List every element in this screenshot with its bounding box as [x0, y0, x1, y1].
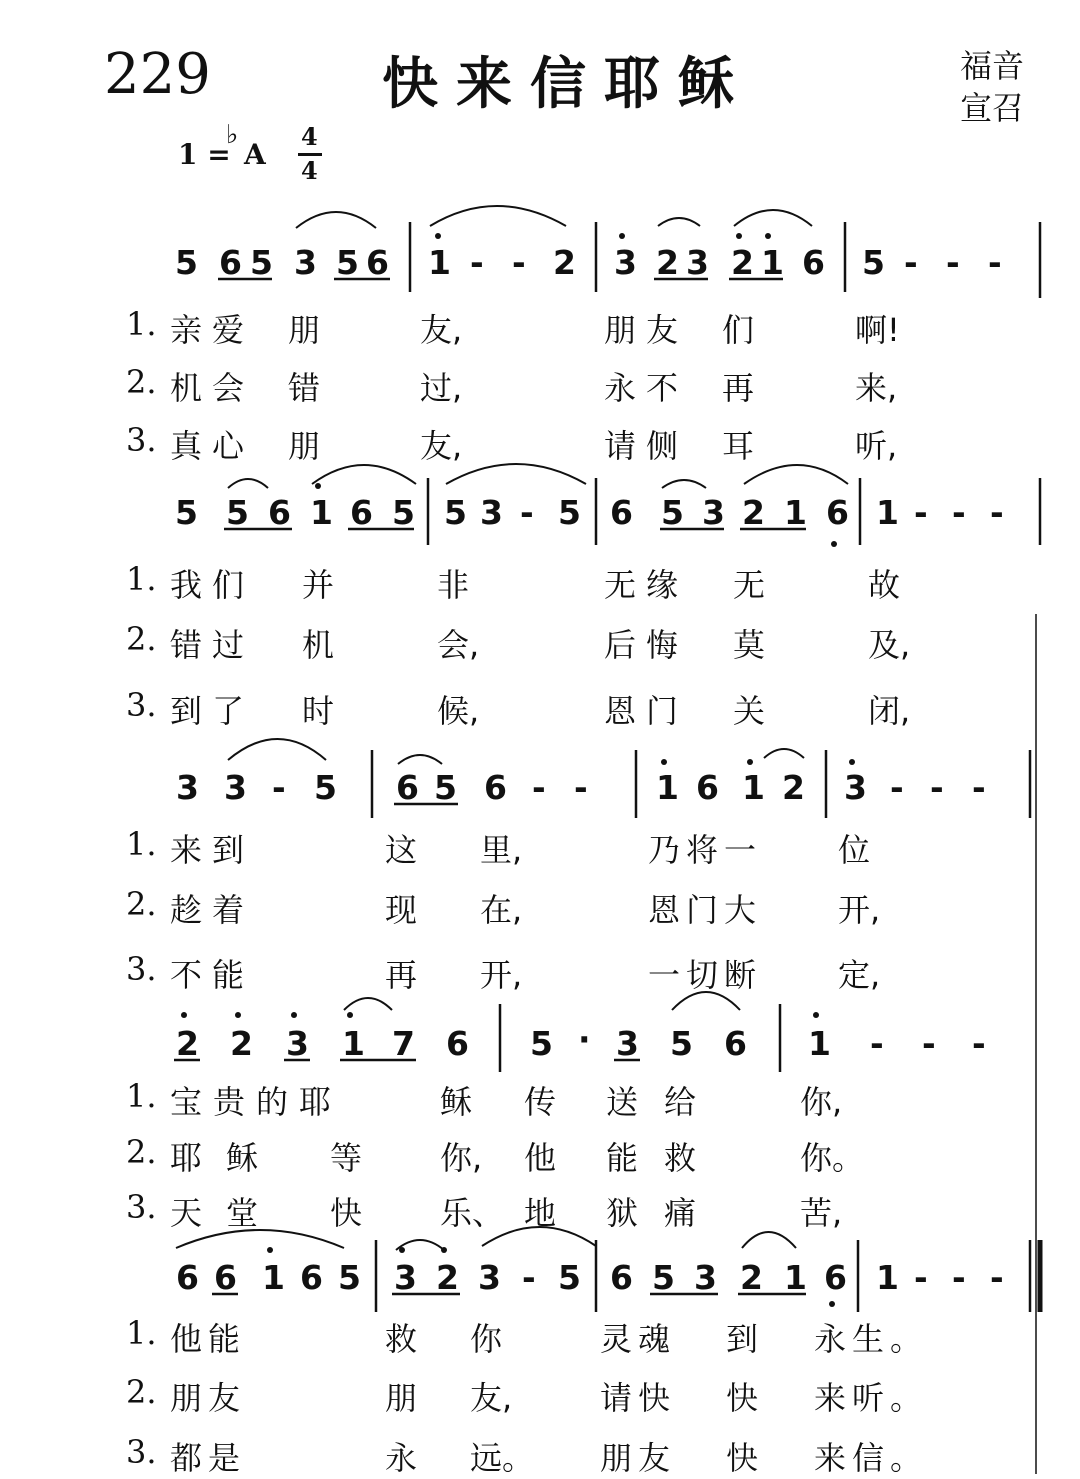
lyric: 来听。	[814, 1379, 929, 1417]
note: 1	[784, 493, 807, 532]
lyric: 趁着	[170, 891, 255, 929]
note: 2	[742, 493, 765, 532]
lyric: 朋友	[600, 1439, 677, 1477]
note: 6	[696, 768, 719, 807]
note: 5	[175, 493, 198, 532]
note: -	[972, 768, 986, 807]
lyric: 耶稣	[170, 1139, 283, 1177]
lyric: 非	[437, 566, 470, 604]
note: 2	[176, 1024, 199, 1063]
note: 1	[876, 493, 899, 532]
note: 5	[338, 1258, 361, 1297]
note: 5	[444, 493, 467, 532]
lyric: 定,	[838, 956, 881, 994]
lyric: 位	[838, 831, 871, 869]
lyric: 朋友	[170, 1379, 247, 1417]
lyric: 听,	[855, 427, 898, 465]
note: 3	[478, 1258, 501, 1297]
lyric: 他能	[170, 1320, 247, 1358]
note: 3	[286, 1024, 309, 1063]
note: -	[914, 493, 928, 532]
lyric: 朋	[385, 1379, 418, 1417]
lyric: 你,	[800, 1083, 843, 1121]
lyric: 候,	[437, 692, 480, 730]
lyric: 机会	[170, 369, 255, 407]
lyric: 到	[726, 1320, 759, 1358]
note: -	[922, 1024, 936, 1063]
lyric: 来,	[855, 369, 898, 407]
lyric: 狱	[606, 1194, 639, 1232]
bar-lines	[372, 222, 1040, 1474]
slurs	[176, 206, 848, 1250]
note: 1	[262, 1258, 285, 1297]
key-flat: ♭	[226, 120, 239, 150]
lyric: 我们	[170, 566, 255, 604]
note: 5	[530, 1024, 553, 1063]
note: -	[520, 493, 534, 532]
note: 6	[214, 1258, 237, 1297]
lyric: 永	[385, 1439, 418, 1477]
verse-number: 2.	[126, 363, 157, 401]
note: 1	[428, 243, 451, 282]
lyric: 友,	[420, 311, 463, 349]
note: -	[470, 243, 484, 282]
lyric: 朋	[288, 311, 321, 349]
lyric: 现	[385, 891, 418, 929]
lyric: 救	[664, 1139, 697, 1177]
note: 6	[219, 243, 242, 282]
lyric: 你,	[440, 1139, 483, 1177]
lyric: 到了	[170, 692, 255, 730]
note: 6	[396, 768, 419, 807]
lyric: 关	[733, 692, 766, 730]
lyric: 友,	[420, 427, 463, 465]
note: 5	[226, 493, 249, 532]
lyric: 来到	[170, 831, 255, 869]
verse-number: 1.	[126, 560, 157, 598]
lyric: 这	[385, 831, 418, 869]
note: -	[890, 768, 904, 807]
lyric: 友,	[470, 1379, 513, 1417]
note: 2	[230, 1024, 253, 1063]
note: 3	[616, 1024, 639, 1063]
note: 5	[652, 1258, 675, 1297]
lyric: 莫	[733, 626, 766, 664]
note: 6	[366, 243, 389, 282]
lyric: 无缘	[604, 566, 689, 604]
time-top: 4	[301, 122, 318, 151]
note: 5	[558, 493, 581, 532]
note: 5	[670, 1024, 693, 1063]
verse-number: 3.	[126, 421, 157, 459]
lyric: 灵魂	[600, 1320, 677, 1358]
note: 6	[610, 493, 633, 532]
note: 1	[808, 1024, 831, 1063]
lyric: 他	[524, 1139, 557, 1177]
note: 2	[731, 243, 754, 282]
lyric: 过,	[420, 369, 463, 407]
note: 3	[686, 243, 709, 282]
verse-number: 1.	[126, 1314, 157, 1352]
octave-dots	[181, 233, 855, 1307]
note: 1	[742, 768, 765, 807]
note: -	[522, 1258, 536, 1297]
lyric: 送	[606, 1083, 639, 1121]
note: 2	[656, 243, 679, 282]
lyric: 一切断	[648, 956, 763, 994]
lyric: 闭,	[868, 692, 911, 730]
note: 5	[862, 243, 885, 282]
note: 1	[310, 493, 333, 532]
lyric: 快	[726, 1379, 759, 1417]
lyric: 痛	[664, 1194, 697, 1232]
note: 1	[342, 1024, 365, 1063]
lyric: 朋	[288, 427, 321, 465]
note: 3	[480, 493, 503, 532]
lyric: 苦,	[800, 1194, 843, 1232]
verse-number: 2.	[126, 1373, 157, 1411]
verse-number: 3.	[126, 950, 157, 988]
lyric: 传	[524, 1083, 557, 1121]
note: -	[574, 768, 588, 807]
verse-number: 1.	[126, 825, 157, 863]
note: 6	[824, 1258, 847, 1297]
note: 5	[175, 243, 198, 282]
note: 1	[761, 243, 784, 282]
note: -	[988, 243, 1002, 282]
lyric: 乃将一	[648, 831, 763, 869]
lyric: 故	[868, 566, 901, 604]
note: 2	[436, 1258, 459, 1297]
lyric: 都是	[170, 1439, 247, 1477]
key-prefix: 1 =	[178, 138, 231, 171]
lyric: 能	[606, 1139, 639, 1177]
lyric: 再	[385, 956, 418, 994]
lyric: 请侧	[604, 427, 689, 465]
lyric: 恩门大	[648, 891, 763, 929]
note: 3	[394, 1258, 417, 1297]
note: 3	[844, 768, 867, 807]
note: 5	[434, 768, 457, 807]
note: 2	[782, 768, 805, 807]
note: 5	[661, 493, 684, 532]
lyric: 会,	[437, 626, 480, 664]
note: -	[512, 243, 526, 282]
note: 3	[294, 243, 317, 282]
lyric: 地	[524, 1194, 557, 1232]
lyric: 恩门	[604, 692, 689, 730]
note: 6	[176, 1258, 199, 1297]
note: -	[914, 1258, 928, 1297]
lyric: 并	[302, 566, 335, 604]
lyric: 们	[722, 311, 755, 349]
lyric: 及,	[868, 626, 911, 664]
note: 2	[740, 1258, 763, 1297]
lyric: 快	[330, 1194, 363, 1232]
lyric: 朋友	[604, 311, 689, 349]
lyric: 你	[470, 1320, 503, 1358]
lyric: 错	[288, 369, 321, 407]
lyric: 永不	[604, 369, 689, 407]
note: 3	[614, 243, 637, 282]
lyric: 不能	[170, 956, 255, 994]
note: ·	[578, 1020, 591, 1059]
lyric: 来信。	[814, 1439, 929, 1477]
note: 1	[876, 1258, 899, 1297]
verse-number: 1.	[126, 305, 157, 343]
verse-number: 3.	[126, 686, 157, 724]
note: 3	[224, 768, 247, 807]
note: 6	[826, 493, 849, 532]
note: 6	[724, 1024, 747, 1063]
lyric: 后悔	[604, 626, 689, 664]
hymn-number: 229	[104, 42, 211, 107]
note: -	[870, 1024, 884, 1063]
note: 5	[314, 768, 337, 807]
lyric: 快	[726, 1439, 759, 1477]
lyric: 天堂	[170, 1194, 283, 1232]
note: 6	[802, 243, 825, 282]
note: 2	[553, 243, 576, 282]
note: 3	[694, 1258, 717, 1297]
lyric: 错过	[170, 626, 255, 664]
note: 5	[250, 243, 273, 282]
lyric: 稣	[440, 1083, 473, 1121]
lyric: 远。	[470, 1439, 535, 1477]
hymn-title: 快来信耶稣	[382, 52, 752, 117]
lyric: 救	[385, 1320, 418, 1358]
lyric: 乐、	[440, 1194, 505, 1232]
category-line-1: 福音	[960, 47, 1025, 85]
lyric: 机	[302, 626, 335, 664]
note: 5	[558, 1258, 581, 1297]
note: 6	[446, 1024, 469, 1063]
key-letter: A	[244, 138, 266, 171]
note: 6	[610, 1258, 633, 1297]
note: -	[990, 493, 1004, 532]
lyric: 亲爱	[170, 311, 255, 349]
lyric: 啊!	[855, 311, 900, 349]
lyric: 你。	[800, 1139, 865, 1177]
lyric: 等	[330, 1139, 363, 1177]
note: -	[990, 1258, 1004, 1297]
lyric: 请快	[600, 1379, 677, 1417]
verse-number: 2.	[126, 620, 157, 658]
category-line-2: 宣召	[960, 89, 1025, 127]
note: 5	[336, 243, 359, 282]
lyric: 宝贵的耶	[170, 1083, 343, 1121]
note: 7	[392, 1024, 415, 1063]
verse-number: 3.	[126, 1188, 157, 1226]
lyric: 再	[722, 369, 755, 407]
verse-number: 2.	[126, 885, 157, 923]
verse-number: 1.	[126, 1077, 157, 1115]
lyric: 永生。	[814, 1320, 929, 1358]
note: -	[972, 1024, 986, 1063]
lyric: 真心	[170, 427, 255, 465]
note: 1	[656, 768, 679, 807]
lyric: 开,	[838, 891, 881, 929]
note: 3	[702, 493, 725, 532]
duration-underlines	[174, 279, 806, 1294]
verse-number: 2.	[126, 1133, 157, 1171]
note: -	[272, 768, 286, 807]
note: -	[904, 243, 918, 282]
note: -	[532, 768, 546, 807]
lyric: 耳	[722, 427, 755, 465]
verse-number: 3.	[126, 1433, 157, 1471]
note: 1	[784, 1258, 807, 1297]
note: 6	[350, 493, 373, 532]
note: -	[946, 243, 960, 282]
lyric: 开,	[480, 956, 523, 994]
note: -	[930, 768, 944, 807]
note: 6	[484, 768, 507, 807]
lyric: 在,	[480, 891, 523, 929]
lyric: 时	[302, 692, 335, 730]
lyric: 给	[664, 1083, 697, 1121]
lyric: 里,	[480, 831, 523, 869]
note: 5	[392, 493, 415, 532]
time-bottom: 4	[301, 156, 318, 185]
note: -	[952, 493, 966, 532]
lyric: 无	[733, 566, 766, 604]
note: -	[952, 1258, 966, 1297]
note: 6	[300, 1258, 323, 1297]
note: 6	[268, 493, 291, 532]
note: 3	[176, 768, 199, 807]
